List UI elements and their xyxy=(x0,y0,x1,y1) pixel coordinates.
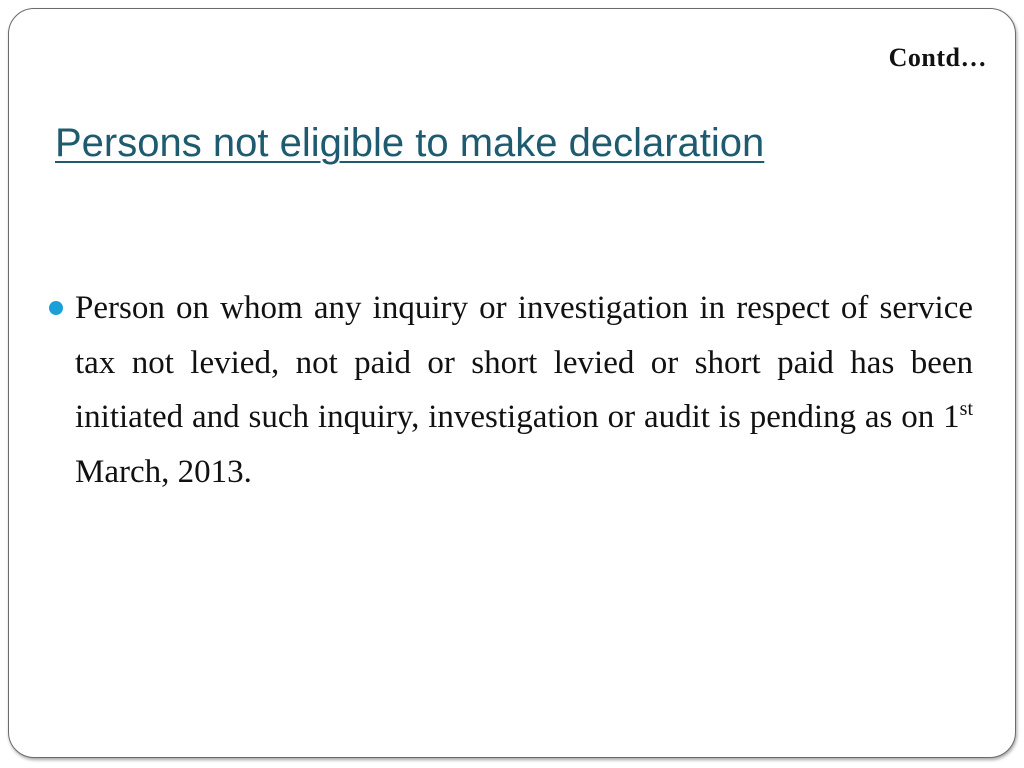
bullet-item xyxy=(49,281,973,499)
bullet-superscript: st xyxy=(959,398,973,420)
bullet-dot-icon xyxy=(49,301,63,315)
slide-frame xyxy=(8,8,1016,758)
bullet-text xyxy=(75,281,973,499)
contd-label: Contd… xyxy=(888,43,987,72)
slide-title: Persons not eligible to make declaration xyxy=(55,121,765,165)
bullet-text-main: Person on whom any inquiry or investigation in respect of service tax not levied, not paid or short levied or short paid has been initiated and such inquiry, investigation or audit is pending as on 1 xyxy=(75,290,973,435)
bullet-text-end: March, 2013. xyxy=(75,453,252,490)
